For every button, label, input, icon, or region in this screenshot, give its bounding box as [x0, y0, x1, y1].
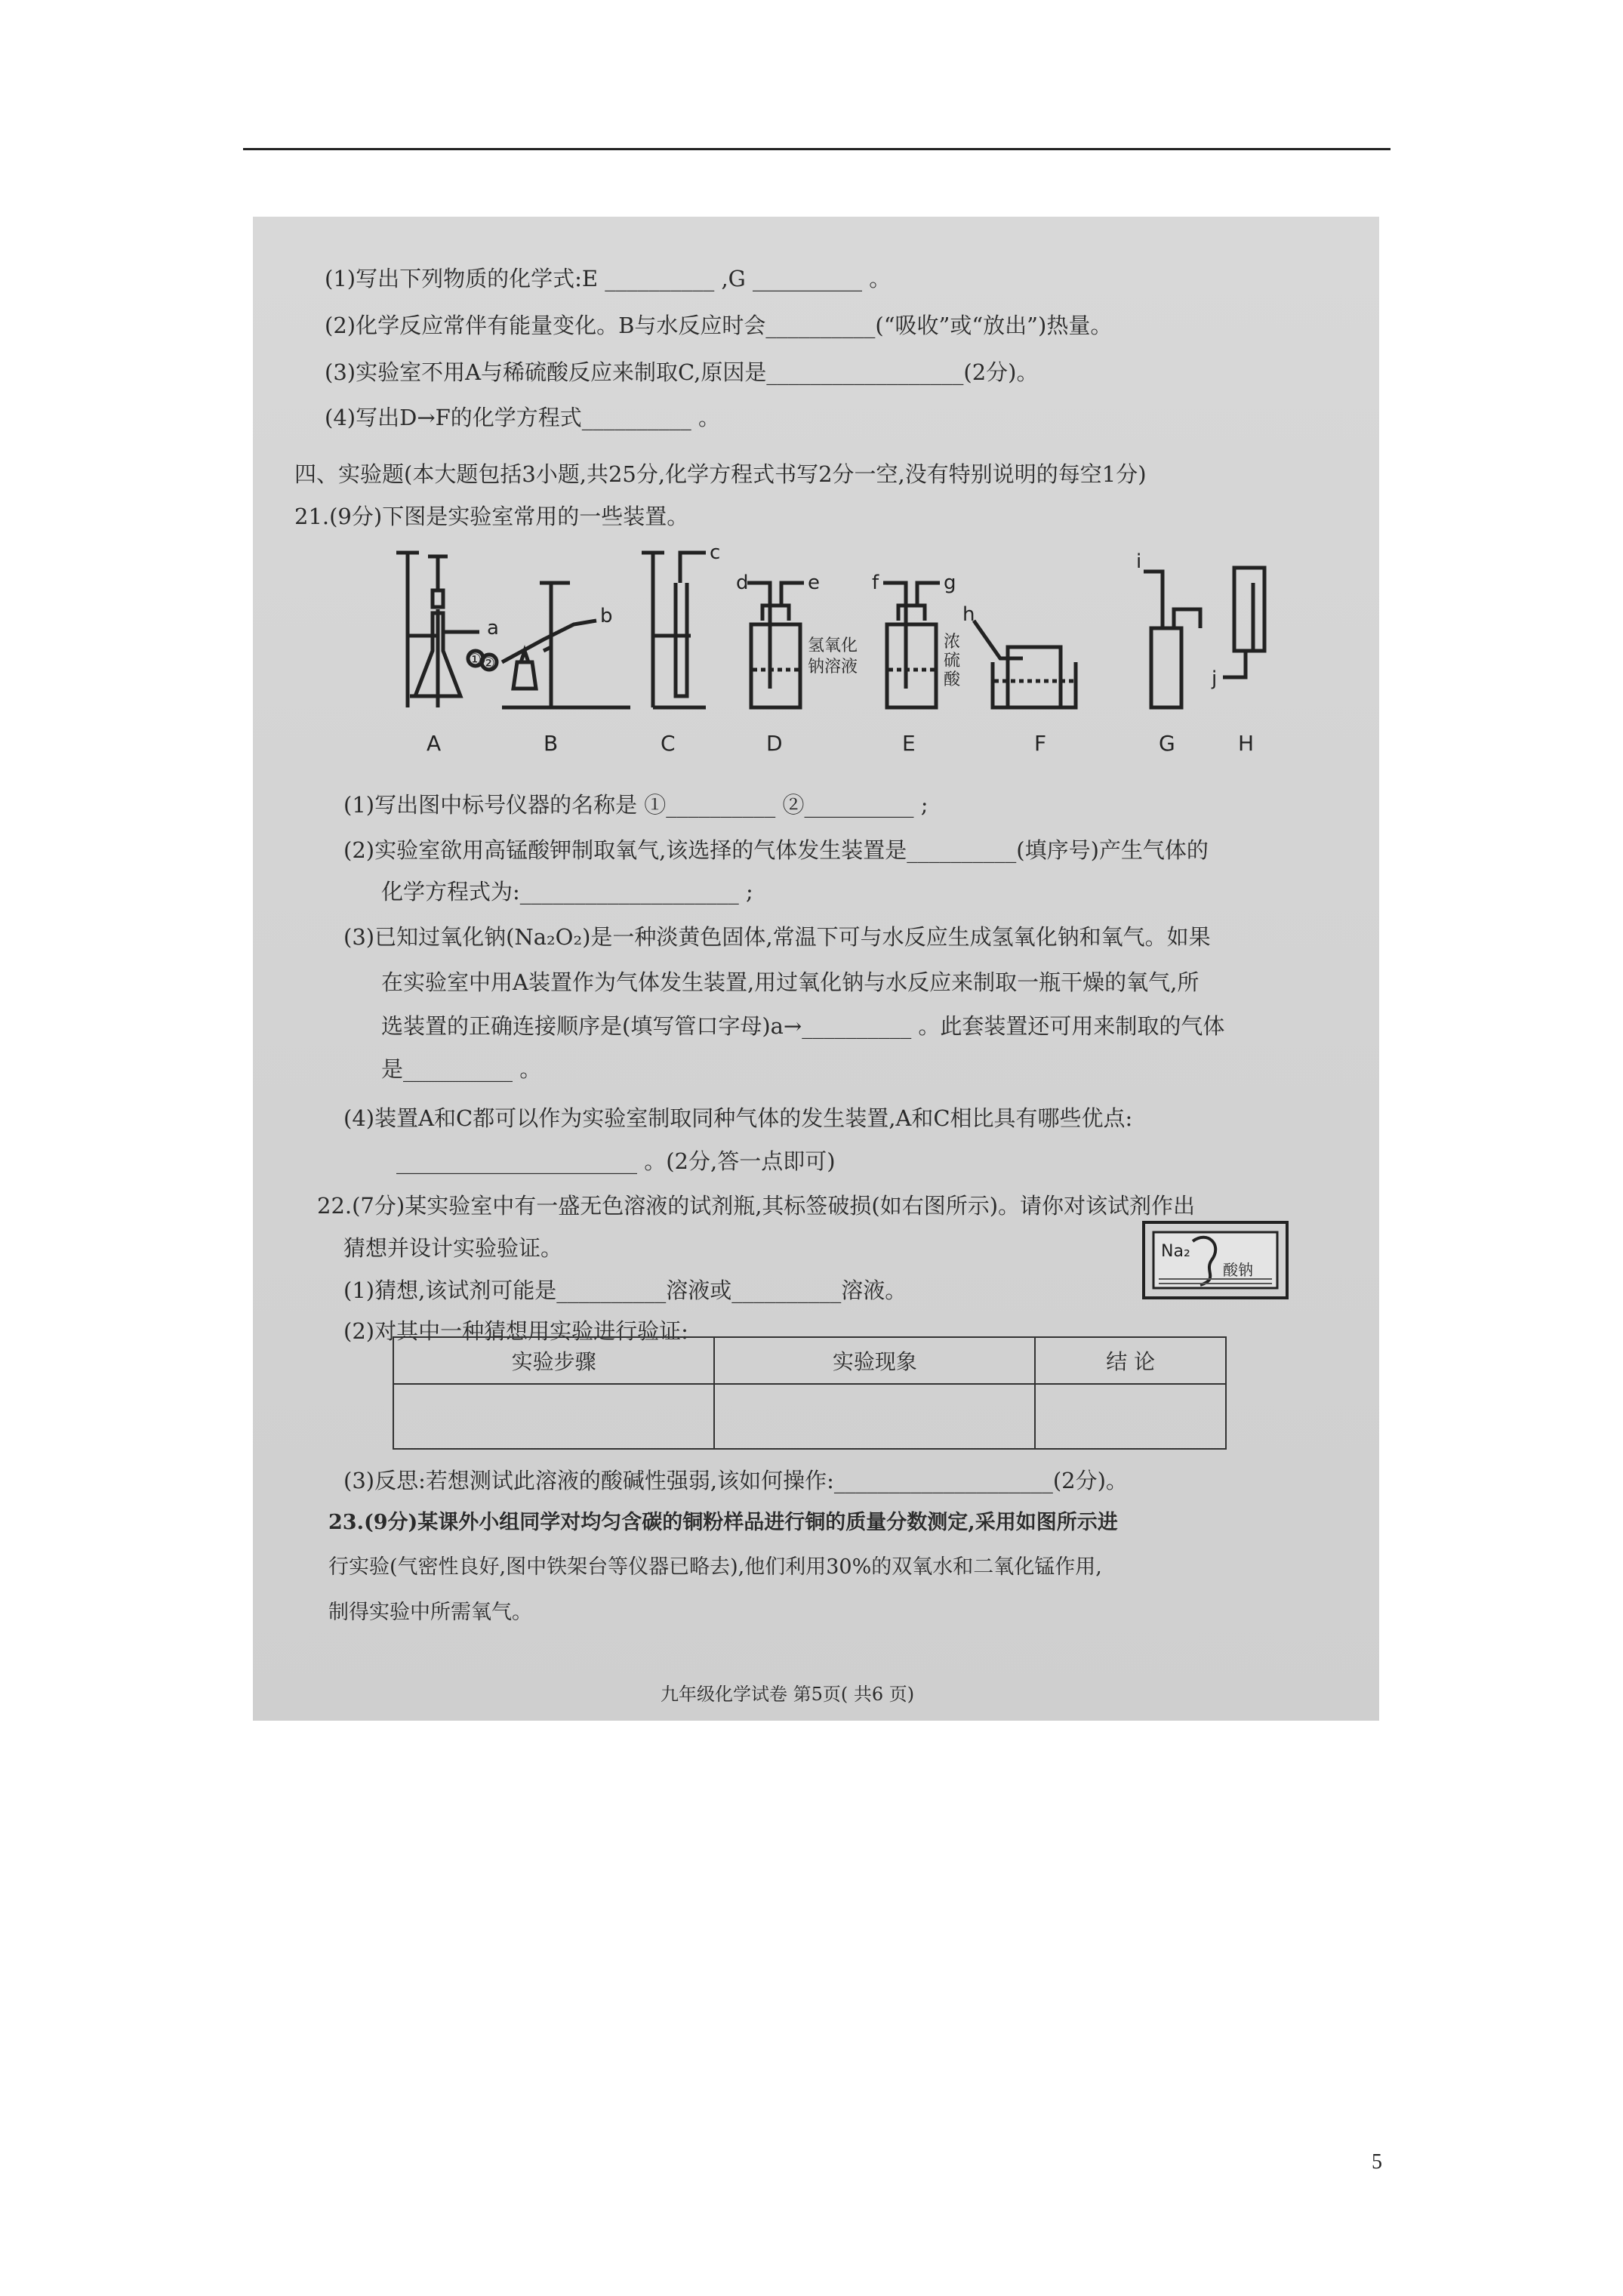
q22-title-cont: 猜想并设计实验验证。 [343, 1235, 563, 1261]
q21-title: 21.(9分)下图是实验室常用的一些装置。 [294, 504, 689, 529]
broken-label-bottle-figure [1140, 1219, 1291, 1302]
q21-part3: (3)已知过氧化钠(Na₂O₂)是一种淡黄色固体,常温下可与水反应生成氢氧化钠和氧气。如果 [343, 924, 1211, 950]
apparatus-label-b: B [544, 731, 559, 756]
port-label-b: b [600, 605, 613, 627]
apparatus-label-g: G [1159, 731, 1175, 756]
d-liquid-line1: 氢氧化 [808, 636, 858, 655]
q21-part3-cont2: 选装置的正确连接顺序是(填写管口字母)a→__________ 。此套装置还可用来制取的气体 [381, 1013, 1225, 1039]
bottle-fragment-text: 酸钠 [1223, 1261, 1253, 1279]
apparatus-d [747, 583, 804, 707]
port-label-i: i [1136, 550, 1142, 573]
q22-title: 22.(7分)某实验室中有一盛无色溶液的试剂瓶,其标签破损(如右图所示)。请你对该试剂作出 [317, 1193, 1196, 1219]
q21-part1: (1)写出图中标号仪器的名称是 ①__________ ②__________ ; [343, 792, 929, 818]
table-header-phenomena: 实验现象 [714, 1337, 1035, 1384]
section-four-heading: 四、实验题(本大题包括3小题,共25分,化学方程式书写2分一空,没有特别说明的每空1分) [294, 461, 1147, 487]
port-label-f: f [872, 572, 879, 594]
table-cell-steps [393, 1384, 714, 1449]
table-cell-conclusion [1035, 1384, 1226, 1449]
port-label-e: e [808, 572, 820, 594]
table-cell-phenomena [714, 1384, 1035, 1449]
exam-page-photo [253, 217, 1379, 1721]
table-header-row [393, 1337, 1226, 1384]
experiment-table [393, 1336, 1227, 1450]
apparatus-label-h: H [1238, 731, 1255, 756]
apparatus-label-d: D [766, 731, 783, 756]
q20-part2: (2)化学反应常伴有能量变化。B与水反应时会__________(“吸收”或“放出”)热量。 [325, 313, 1113, 338]
apparatus-c [642, 553, 706, 707]
q22-part1: (1)猜想,该试剂可能是__________溶液或__________溶液。 [343, 1277, 907, 1303]
q23-cont2: 制得实验中所需氧气。 [328, 1601, 532, 1624]
q20-part4: (4)写出D→F的化学方程式__________ 。 [325, 405, 720, 430]
circle-label-2: ② [482, 654, 495, 672]
page-number: 5 [1372, 2150, 1382, 2174]
apparatus-e [883, 583, 940, 707]
port-label-h: h [962, 603, 975, 626]
e-liquid-line2: 硫 [944, 652, 961, 670]
q21-part4-cont: ______________________ 。(2分,答一点即可) [396, 1148, 836, 1174]
table-header-steps: 实验步骤 [393, 1337, 714, 1384]
e-liquid-line3: 酸 [944, 670, 961, 689]
bottle-formula-text: Na₂ [1161, 1242, 1190, 1261]
apparatus-f [974, 621, 1076, 707]
q22-part3: (3)反思:若想测试此溶液的酸碱性强弱,该如何操作:____________________(2分)。 [343, 1468, 1128, 1493]
e-liquid-line1: 浓 [944, 633, 961, 652]
q23-title: 23.(9分)某课外小组同学对均匀含碳的铜粉样品进行铜的质量分数测定,采用如图所示进 [328, 1511, 1118, 1534]
port-label-g: g [944, 572, 956, 594]
port-label-a: a [487, 617, 499, 639]
table-row [393, 1384, 1226, 1449]
q21-part3-cont1: 在实验室中用A装置作为气体发生装置,用过氧化钠与水反应来制取一瓶干燥的氧气,所 [381, 969, 1200, 995]
q22-part2: (2)对其中一种猜想用实验进行验证: [343, 1318, 688, 1344]
footer-page-info: 九年级化学试卷 第5页( 共6 页) [661, 1684, 915, 1705]
apparatus-h [1223, 568, 1264, 677]
q21-part2-cont: 化学方程式为:____________________ ; [381, 879, 753, 905]
apparatus-label-c: C [661, 731, 676, 756]
circle-label-1: ① [468, 650, 482, 668]
q21-part3-cont3: 是__________ 。 [381, 1056, 542, 1082]
q20-part3: (3)实验室不用A与稀硫酸反应来制取C,原因是__________________(2分)。 [325, 359, 1039, 385]
apparatus-label-e: E [902, 731, 916, 756]
port-label-c: c [710, 541, 721, 564]
table-header-conclusion: 结 论 [1035, 1337, 1226, 1384]
apparatus-g [1144, 572, 1200, 707]
q23-cont1: 行实验(气密性良好,图中铁架台等仪器已略去),他们利用30%的双氧水和二氧化锰作用, [328, 1555, 1102, 1579]
q20-part1: (1)写出下列物质的化学式:E __________ ,G __________ 。 [325, 266, 892, 291]
q21-part2: (2)实验室欲用高锰酸钾制取氧气,该选择的气体发生装置是__________(填序号)产生气体的 [343, 837, 1209, 863]
header-rule [243, 148, 1390, 150]
q21-part4: (4)装置A和C都可以作为实验室制取同种气体的发生装置,A和C相比具有哪些优点: [343, 1105, 1133, 1131]
apparatus-label-f: F [1034, 731, 1047, 756]
port-label-d: d [736, 572, 749, 594]
apparatus-label-a: A [427, 731, 442, 756]
d-liquid-line2: 钠溶液 [808, 658, 858, 676]
port-label-j: j [1212, 667, 1218, 690]
